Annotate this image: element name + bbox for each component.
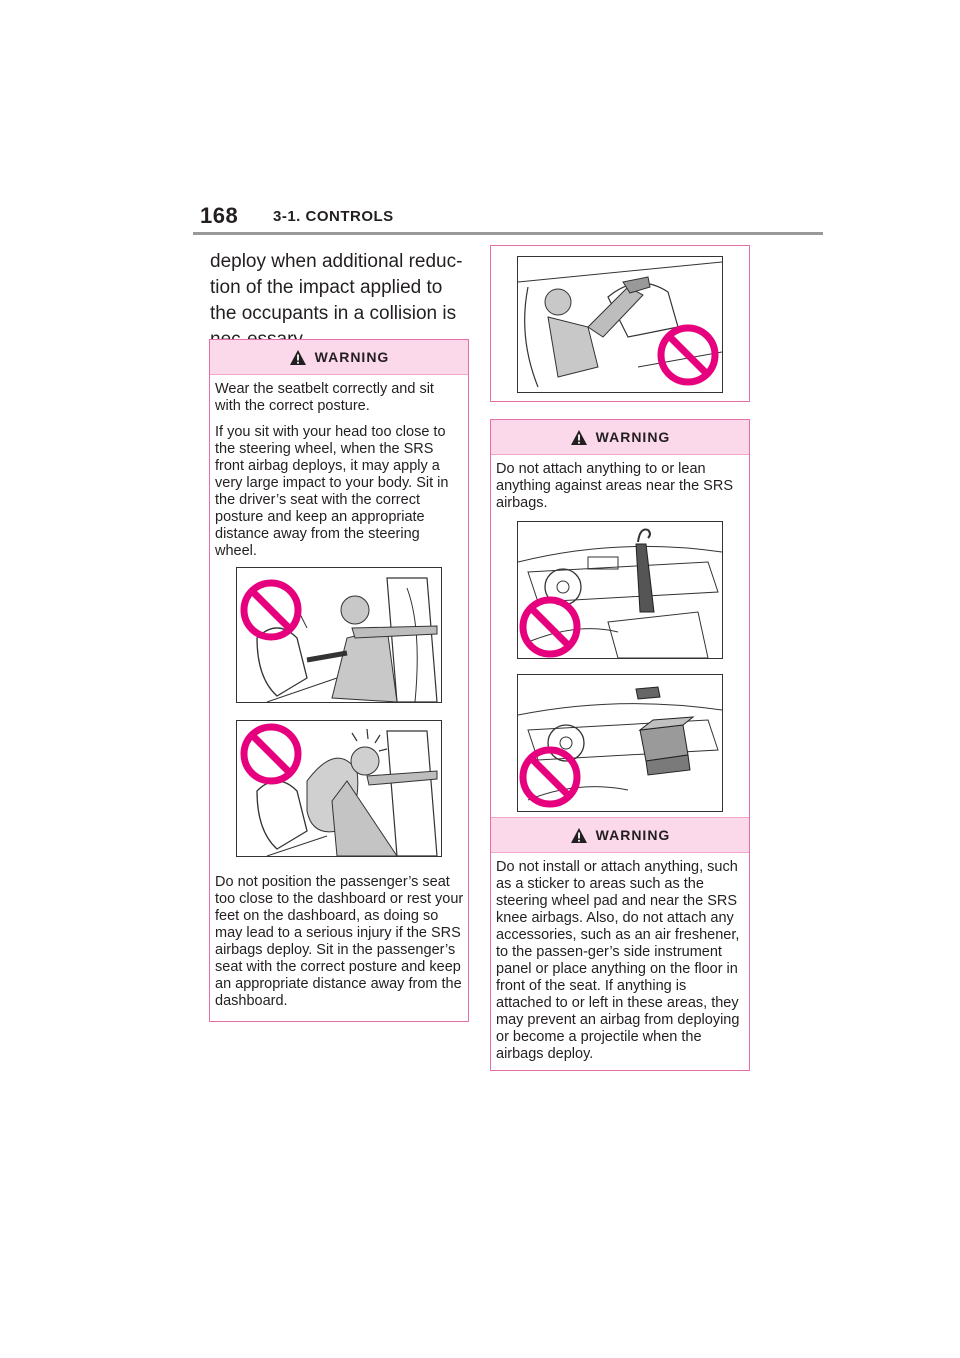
warning-header — [491, 817, 749, 853]
warning-text-passenger-seat: Do not position the passenger’s seat too close to the dashboard or rest your feet on the dashboard, as doing so may lead to a serious injury if the SRS airbags deploy. Sit in the passenger’s seat with the correct posture and keep an appropriate distance away from the dashboard. — [215, 874, 464, 1009]
warning-text-seatbelt: Wear the seatbelt correctly and sit with the correct posture. — [215, 381, 434, 414]
page-number: 168 — [200, 203, 239, 228]
intro-paragraph: deploy when additional reduc-tion of the impact applied to the occupants in a collision is — [210, 251, 463, 324]
illustration-umbrella-against-dashboard — [517, 521, 723, 659]
section-title: 3-1. CONTROLS — [273, 208, 394, 225]
warning-text-head-distance: If you sit with your head too close to the steering wheel, when the SRS front airbag deploys, it may apply a very large impact to your body. Sit in the driver’s seat with the correct posture and keep an appropriate distance away from the steering wheel. — [215, 424, 449, 559]
illustration-airbag-deploy-impact — [236, 720, 442, 857]
illustration-box-feet-on-dashboard — [490, 245, 750, 402]
warning-triangle-icon — [289, 349, 307, 366]
illustration-box-on-dashboard — [517, 674, 723, 812]
warning-header — [210, 340, 468, 375]
warning-label: WARNING — [595, 827, 671, 843]
warning-box-airbag-area — [490, 419, 750, 1071]
warning-label: WARNING — [314, 349, 390, 365]
warning-label: WARNING — [595, 429, 671, 445]
warning-box-seat-posture — [209, 339, 469, 1022]
warning-triangle-icon — [570, 429, 588, 446]
warning-triangle-icon — [570, 827, 588, 844]
warning-text-stickers-accessories: Do not install or attach anything, such as a sticker to areas such as the steering wheel pad and near the SRS knee airbags. Also, do not attach any accessories, such as an air freshener, to the passen-ger’s side instrument panel or place anything on the floor in front of the seat. If anything is attached to or left in these areas, they may prevent an airbag from deploying or become a projectile when the airbags deploy. — [496, 859, 740, 1062]
warning-header — [491, 420, 749, 455]
illustration-driver-too-close — [236, 567, 442, 703]
header-divider — [193, 232, 823, 235]
illustration-feet-on-dashboard — [517, 256, 723, 393]
warning-text-lean-objects: Do not attach anything to or lean anything against areas near the SRS airbags. — [496, 461, 733, 511]
